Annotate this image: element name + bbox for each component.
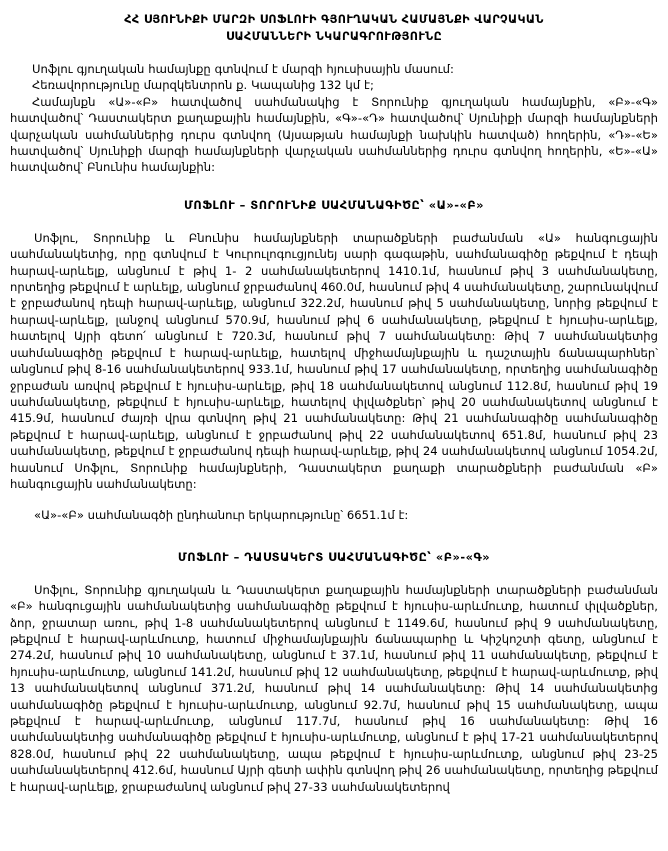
section-2-paragraph: Սոֆլու, Տորունիք գյուղական և Դաստակերտ քաղաքային համայնքների տարածքների բաժանման «Բ» հանգուցային սահմանակետից սահմանագիծը թեքվում է հյուսիս-արևմուտք, հատում փլվածքներ, ձոր, ջրատար առու, թիվ 1-8 սահմանակետերով անցնում է 1149.6մ, հասնում թիվ 9 սահմանակետը, թեքվում է հարավ-արևմուտք, հատում միջհամայնքային ճանապարհը և Կիշկոշտի գետը, անցնում է 274.2մ, հասնում թիվ 10 սահմանակետը, անցնում է 37.1մ, հասնում թիվ 11 սահմանակետը, թեքվում է հյուսիս-արևմուտք, անցնում 141.2մ, հասնում թիվ 12 սահմանակետը, թեքվում է հարավ-արևմուտք, թիվ 13 սահմանակետով անցնում 371.2մ, հասնում թիվ 14 սահմանակետը: Թիվ 14 սահմանակետից սահմանագիծը թեքվում է հյուսիս-արևմուտք, անցնում 92.7մ, հասնում թիվ 15 սահմանակետը, ապա թեքվում է հարավ-արևմուտք, անցնում 117.7մ, հասնում թիվ 16 սահմանակետը: Թիվ 16 սահմանակետից սահմանագիծը թեքվում է հյուսիս-արևմուտք, անցնում է թիվ 17-21 սահմանակետերով 828.0մ, հասնում թիվ 22 սահմանակետը, ապա թեքվում է հյուսիս-արևմուտք, անցնում թիվ 23-25 սահմանակետերով 412.6մ, հասնում Այրի գետի ափին գտնվող թիվ 26 սահմանակետը, որտեղից թեքվում է հարավ-արևելք, ջրաբաժանով անցնում թիվ 27-33 սահմանակետերով xyxy=(10,582,658,794)
page-title-line-2: ՍԱՀՄԱՆՆԵՐԻ ՆԿԱՐԱԳՐՈՒԹՅՈՒՆԸ xyxy=(225,30,443,43)
section-heading-b-g: ՄՈՖԼՈՒ – ԴԱՍՏԱԿԵՐՏ ՍԱՀՄԱՆԱԳԻԾԸ՝ «Բ»-«Գ» xyxy=(177,549,491,564)
intro-line-2: Հեռավորությունը մարզկենտրոն ք. Կապանից 132 կմ է; xyxy=(32,78,374,93)
section-heading-a-b: ՄՈՖԼՈՒ – ՏՈՐՈՒՆԻՔ ՍԱՀՄԱՆԱԳԻԾԸ՝ «Ա»-«Բ» xyxy=(183,197,485,212)
intro-block xyxy=(10,61,658,176)
section-1-total-length: «Ա»-«Բ» սահմանագծի ընդհանուր երկարությունը՝ 6651.1մ է: xyxy=(34,508,409,523)
section-1-paragraph: Սոֆլու, Տորունիք և Բնունիս համայնքների տարածքների բաժանման «Ա» հանգուցային սահմանակետից, որը գտնվում է Կուրուլոգուցյունեյ սարի գագաթին, սահմանագիծը թեքվում է դեպի հարավ-արևելք, անցնում է թիվ 1- 2 սահմանակետերով 1410.1մ, հասնում թիվ 3 սահմանակետը, որտեղից թեքվում է արևելք, անցնում ջրբաժանով 460.0մ, հասնում թիվ 4 սահմանակետը, շարունակվում է ջրբաժանով դեպի հարավ-արևելք, անցնում 322.2մ, հասնում թիվ 5 սահմանակետը, նորից թեքվում է հարավ-արևելք, լանջով անցնում 570.9մ, հասնում թիվ 6 սահմանակետը, թեքվում է հյուսիս-արևելք, հատելով Այրի գետո՛ անցնում է 720.3մ, հասնում թիվ 7 սահմանակետը: Թիվ 7 սահմանակետից սահմանագիծը թեքվում է հարավ-արևելք, հատելով միջհամայնքային և դաշտային ճանապարհներ՝ անցնում թիվ 8-16 սահմանակետերով 933.1մ, հասնում թիվ 17 սահմանակետը, որտեղից սահմանագիծը ջրբաժան առվով թեքվում է հյուսիս-արևելք, թիվ 18 սահմանակետով անցնում 112.8մ, հասնում թիվ 19 սահմանակետը, թեքվում է հյուսիս-արևելք, հատելով փլվածքներ՝ թիվ 20 սահմանակետով անցնում է 415.9մ, հասնում ժայռի վրա գտնվող թիվ 21 սահմանակետը: Թիվ 21 սահմանագիծը սահմանագիծը թեքվում է հարավ-արևելք, անցնում է ջրբաժանով թիվ 22 սահմանակետով 651.8մ, հասնում թիվ 23 սահմանակետը, թեքվում է ջրբաժանով դեպի հարավ-արևելք, թիվ 24 սահմանակետով անցնում 1054.2մ, հասնում Սոֆլու, Տորունիք համայնքների, Դաստակերտ քաղաքի տարածքների բաժանման «Բ» հանգուցային սահմանակետը: xyxy=(10,230,658,491)
page-title xyxy=(0,0,668,45)
page-title-line-1: ՀՀ ՍՅՈՒՆԻՔԻ ՄԱՐԶԻ ՍՈՖԼՈՒԻ ԳՅՈՒՂԱԿԱՆ ՀԱՄԱՅՆՔԻ ՎԱՐՉԱԿԱՆ xyxy=(124,13,544,26)
intro-line-1: Սոֆլու գյուղական համայնքը գտնվում է մարզի հյուսիսային մասում: xyxy=(32,62,454,76)
intro-paragraph: Համայնքն «Ա»-«Բ» հատվածով սահմանակից է Տորունիք գյուղական համայնքին, «Բ»-«Գ» հատվածով՝ Դաստակերտ քաղաքային համայնքին, «Գ»-«Դ» հատվածով՝ Սյունիքի մարզի համայնքների վարչական սահմաններից դուրս գտնվող (Այսաթյան համայնքի նախկին հատված) հողերին, «Դ»-«Ե» հատվածով՝ Սյունիքի մարզի համայնքների վարչական սահմաններից դուրս գտնվող հողերին, «Ե»-«Ա» հատվածով՝ Բնունիս համայնքին: xyxy=(10,94,658,175)
